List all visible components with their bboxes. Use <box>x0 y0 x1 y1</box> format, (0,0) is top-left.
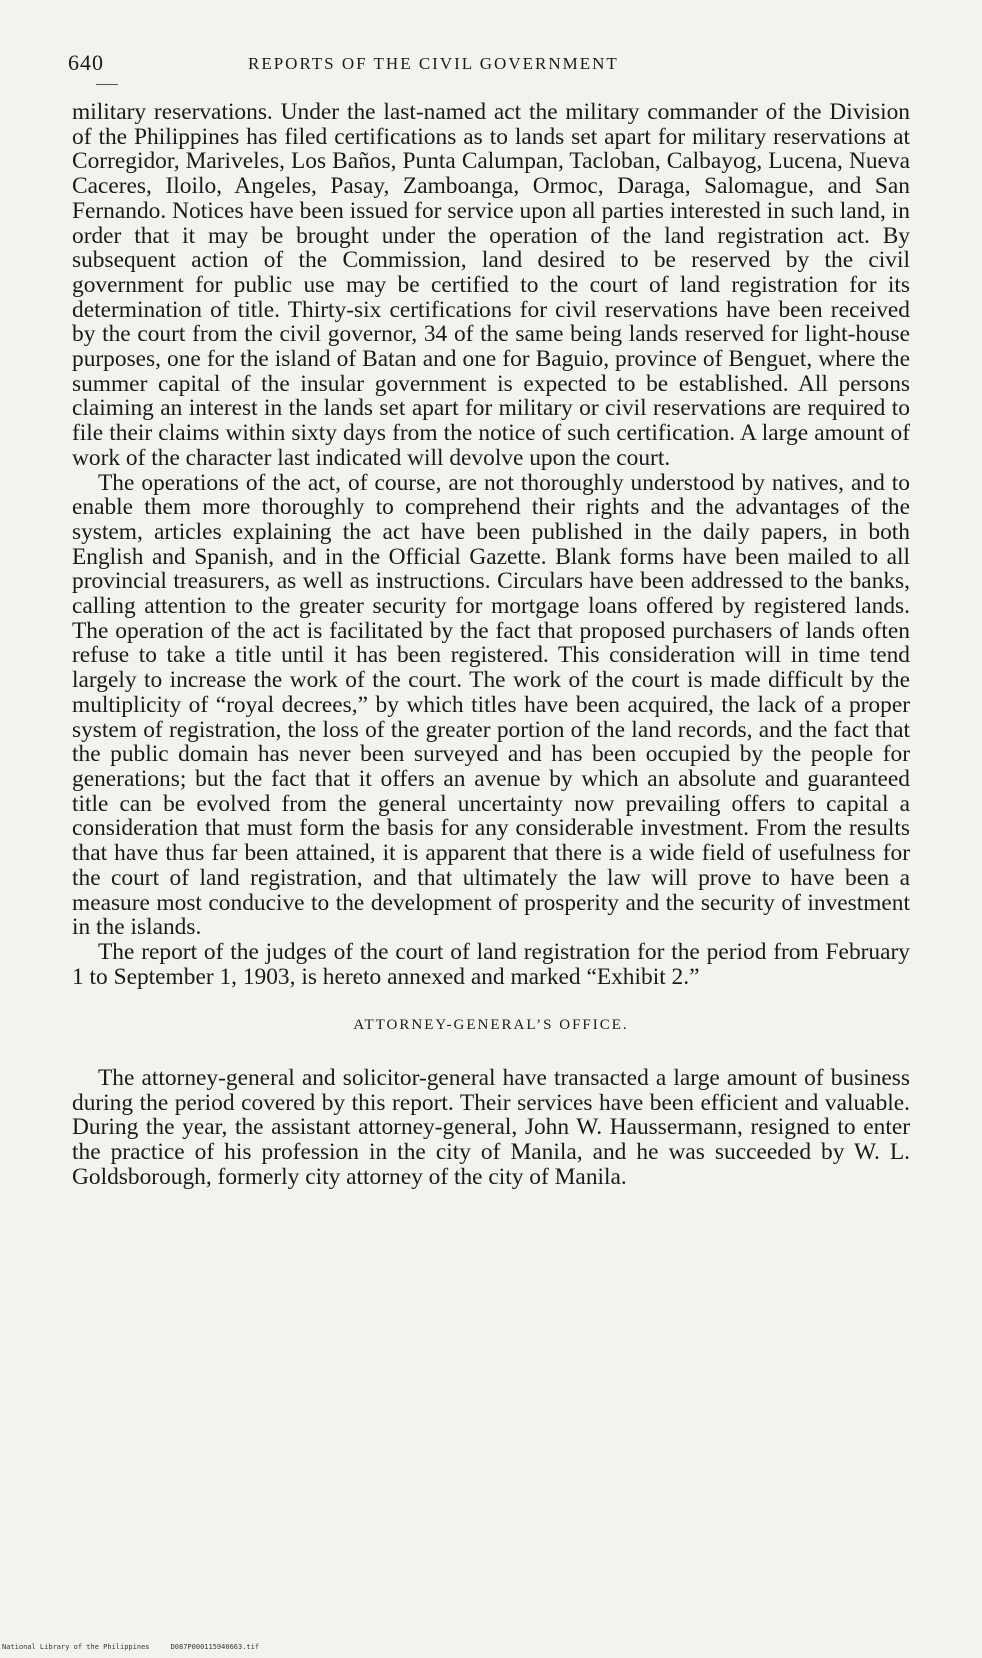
paragraph: The report of the judges of the court of land registration for the period from February 1 to September 1, 1903, is hereto annexed and marked “Exhibit 2.” <box>72 938 910 990</box>
page-number: 640 <box>68 50 104 75</box>
paragraph: The operations of the act, of course, are not thoroughly understood by natives, and to enable them more thoroughly to comprehend their rights and the advantages of the system, articles explaining the act have been published in the daily papers, in both English and Spanish, and in the Official Gazette. Blank forms have been mailed to all provincial treasurers, as well as instructions. Circulars have been addressed to the banks, calling attention to the greater security for mortgage loans offered by registered lands. The operation of the act is facilitated by the fact that proposed purchasers of lands often refuse to take a title until it has been registered. This consideration will in time tend largely to increase the work of the court. The work of the court is made difficult by the multiplicity of “royal decrees,” by which titles have been acquired, the lack of a proper system of registration, the loss of the greater portion of the land records, and the fact that the public domain has never been surveyed and has been occupied by the people for generations; but the fact that it offers an avenue by which an absolute and guaranteed title can be evolved from the general uncertainty now prevailing offers to capital a consideration that must form the basis for any considerable investment. From the results that have thus far been attained, it is apparent that there is a wide field of usefulness for the court of land registration, and that ultimately the law will prove to have been a measure most conducive to the development of prosperity and the security of investment in the islands. <box>72 469 910 941</box>
running-head: REPORTS OF THE CIVIL GOVERNMENT <box>248 54 619 73</box>
section-paragraph: The attorney-general and solicitor-general have transacted a large amount of business during the period covered by this report. Their services have been efficient and valuable. During the year, the assistant attorney-general, John W. Haussermann, resigned to enter the practice of his profession in the city of Manila, and he was succeeded by W. L. Goldsborough, formerly city attorney of the city of Manila. <box>72 1065 910 1190</box>
page-header <box>68 50 908 80</box>
scan-footer: National Library of the Philippines D087P000115940663.tif <box>2 1643 260 1651</box>
page-number-underline <box>96 84 118 85</box>
document-body <box>72 100 910 1190</box>
paragraph-continued: military reservations. Under the last-named act the military commander of the Division of the Philippines has filed certifications as to lands set apart for military reservations at Corregidor, Mariveles, Los Baños, Punta Calumpan, Tacloban, Calbayog, Lucena, Nueva Caceres, Iloilo, Angeles, Pasay, Zamboanga, Ormoc, Daraga, Salomague, and San Fernando. Notices have been issued for service upon all parties interested in such land, in order that it may be brought under the operation of the land registration act. By subsequent action of the Commission, land desired to be reserved by the civil government for public use may be certified to the court of land registration for its determination of title. Thirty-six certifications for civil reservations have been received by the court from the civil governor, 34 of the same being lands reserved for light-house purposes, one for the island of Batan and one for Baguio, province of Benguet, where the summer capital of the insular government is expected to be established. All persons claiming an interest in the lands set apart for military or civil reservations are required to file their claims within sixty days from the notice of such certification. A large amount of work of the character last indicated will devolve upon the court. <box>72 99 910 471</box>
section-heading: ATTORNEY-GENERAL’S OFFICE. <box>353 1017 629 1034</box>
